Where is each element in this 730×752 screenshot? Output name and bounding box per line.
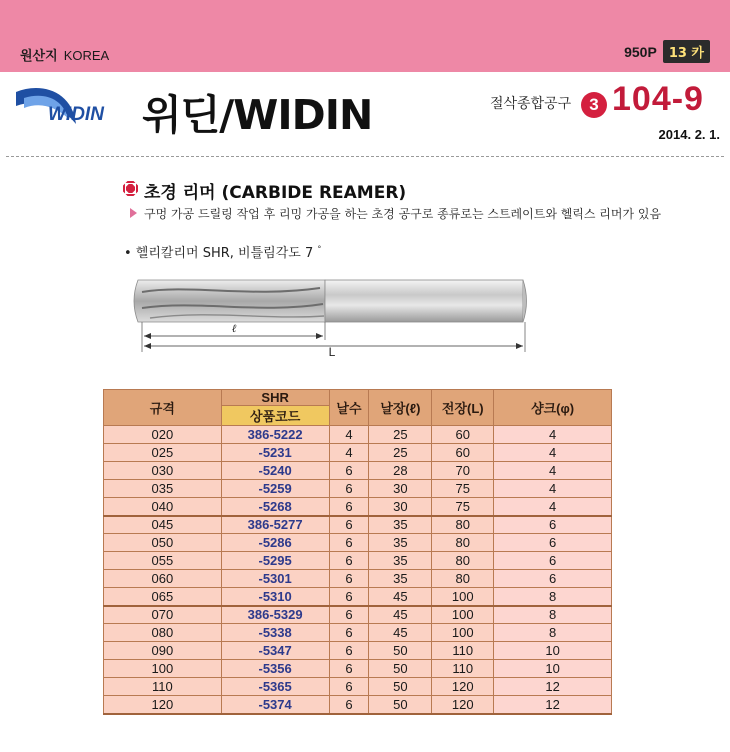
cell-shank: 6 [494,552,612,570]
spec-table [103,389,612,715]
cell-flute-length: 25 [369,444,432,462]
cell-spec: 100 [104,660,222,678]
cell-total-length: 75 [432,480,494,498]
cell-flute-length: 50 [369,642,432,660]
cell-total-length: 75 [432,498,494,516]
cell-code: -5286 [221,534,329,552]
cell-flute-length: 35 [369,516,432,534]
cell-spec: 065 [104,588,222,606]
cell-spec: 070 [104,606,222,624]
cell-code: 386-5277 [221,516,329,534]
cell-spec: 020 [104,426,222,444]
cell-code: -5295 [221,552,329,570]
flute-length-label: ℓ [231,322,237,335]
table-row [104,570,612,588]
helix-note-text: • 헬리칼리머 SHR, 비틀림각도 7 [124,246,314,261]
cell-total-length: 80 [432,516,494,534]
cell-spec: 030 [104,462,222,480]
cell-flute-length: 25 [369,426,432,444]
cell-spec: 050 [104,534,222,552]
reamer-drawing [120,270,540,360]
table-row [104,444,612,462]
cell-shank: 6 [494,534,612,552]
cell-code: -5231 [221,444,329,462]
cell-flutes: 6 [329,678,369,696]
cell-flute-length: 35 [369,552,432,570]
cell-code: -5259 [221,480,329,498]
cell-code: -5365 [221,678,329,696]
header-spec: 규격 [104,390,222,426]
cell-shank: 12 [494,696,612,714]
section-description: 구멍 가공 드릴링 작업 후 리밍 가공을 하는 초경 공구로 종류로는 스트레이트와 헬릭스 리머가 있음 [144,207,662,221]
degree-symbol: ° [317,244,322,254]
cell-flute-length: 35 [369,570,432,588]
cell-code: -5301 [221,570,329,588]
category-code: 104-9 [612,80,704,118]
cell-code: -5338 [221,624,329,642]
page-number: 950P [624,43,657,60]
table-row [104,696,612,714]
cell-flutes: 6 [329,570,369,588]
cell-flute-length: 30 [369,480,432,498]
cell-spec: 045 [104,516,222,534]
cell-code: -5240 [221,462,329,480]
cell-flutes: 6 [329,552,369,570]
cell-flute-length: 50 [369,678,432,696]
cell-flutes: 6 [329,642,369,660]
table-row [104,606,612,624]
spec-table-body [104,426,612,714]
cell-code: -5268 [221,498,329,516]
cell-shank: 6 [494,570,612,588]
cell-flute-length: 45 [369,606,432,624]
cell-flutes: 6 [329,606,369,624]
cell-spec: 055 [104,552,222,570]
table-row [104,642,612,660]
cell-shank: 4 [494,426,612,444]
table-row [104,426,612,444]
table-row [104,678,612,696]
helix-note [124,242,321,261]
cell-spec: 090 [104,642,222,660]
cell-shank: 4 [494,480,612,498]
cell-shank: 6 [494,516,612,534]
table-row [104,516,612,534]
cell-flutes: 6 [329,480,369,498]
dashed-divider [6,156,724,157]
triangle-arrow-icon [130,208,137,218]
cell-flutes: 6 [329,462,369,480]
cell-total-length: 70 [432,462,494,480]
cell-spec: 110 [104,678,222,696]
cell-shank: 4 [494,444,612,462]
table-row [104,534,612,552]
origin-label [20,45,109,64]
table-row [104,552,612,570]
header-shank: 샹크(φ) [494,390,612,426]
cell-flute-length: 45 [369,588,432,606]
total-length-label: L [328,345,336,359]
cell-total-length: 80 [432,534,494,552]
cell-total-length: 110 [432,660,494,678]
octagon-bullet-icon-inner [126,184,135,193]
cell-total-length: 120 [432,678,494,696]
cell-flutes: 6 [329,696,369,714]
cell-flute-length: 50 [369,696,432,714]
cell-flutes: 6 [329,498,369,516]
category-number-badge: 3 [581,92,607,118]
cell-shank: 10 [494,660,612,678]
cell-shank: 4 [494,498,612,516]
header-flute-length: 날장(ℓ) [369,390,432,426]
header-flutes: 날수 [329,390,369,426]
cell-shank: 8 [494,606,612,624]
cell-code: -5310 [221,588,329,606]
cell-spec: 040 [104,498,222,516]
cell-shank: 4 [494,462,612,480]
header-total-length: 전장(L) [432,390,494,426]
cell-total-length: 80 [432,552,494,570]
section-title: 초경 리머 (CARBIDE REAMER) [144,183,407,203]
cell-total-length: 60 [432,426,494,444]
cell-flutes: 6 [329,534,369,552]
table-row [104,462,612,480]
cell-shank: 8 [494,588,612,606]
cell-shank: 10 [494,642,612,660]
cell-code: -5347 [221,642,329,660]
cell-total-length: 60 [432,444,494,462]
cell-flute-length: 50 [369,660,432,678]
cell-flutes: 6 [329,516,369,534]
cell-flute-length: 30 [369,498,432,516]
volume-badge: 13 카 [663,40,710,63]
category-label: 절삭종합공구 [490,96,572,112]
cell-flutes: 6 [329,588,369,606]
cell-shank: 12 [494,678,612,696]
cell-code: -5374 [221,696,329,714]
table-row [104,624,612,642]
cell-total-length: 80 [432,570,494,588]
origin-label-ko: 원산지 [20,49,58,64]
brand-name: 위딘/WIDIN [142,91,373,139]
cell-spec: 035 [104,480,222,498]
table-row [104,588,612,606]
cell-flute-length: 28 [369,462,432,480]
cell-total-length: 120 [432,696,494,714]
logo-text: WIDIN [48,104,104,125]
header-code: 상품코드 [221,406,329,426]
cell-total-length: 110 [432,642,494,660]
cell-flutes: 6 [329,660,369,678]
revision-date: 2014. 2. 1. [658,127,720,142]
cell-spec: 120 [104,696,222,714]
cell-total-length: 100 [432,588,494,606]
table-row [104,480,612,498]
cell-flute-length: 45 [369,624,432,642]
page-reference [624,40,710,63]
cell-code: 386-5329 [221,606,329,624]
top-banner [0,0,730,72]
cell-flutes: 6 [329,624,369,642]
cell-total-length: 100 [432,624,494,642]
cell-spec: 060 [104,570,222,588]
table-row [104,498,612,516]
cell-flutes: 4 [329,426,369,444]
cell-shank: 8 [494,624,612,642]
cell-total-length: 100 [432,606,494,624]
header-series: SHR [221,390,329,406]
cell-code: -5356 [221,660,329,678]
cell-spec: 080 [104,624,222,642]
cell-flutes: 4 [329,444,369,462]
cell-code: 386-5222 [221,426,329,444]
reamer-body [134,280,527,322]
origin-country: KOREA [63,48,110,63]
cell-spec: 025 [104,444,222,462]
cell-flute-length: 35 [369,534,432,552]
table-row [104,660,612,678]
widin-logo [10,84,136,138]
